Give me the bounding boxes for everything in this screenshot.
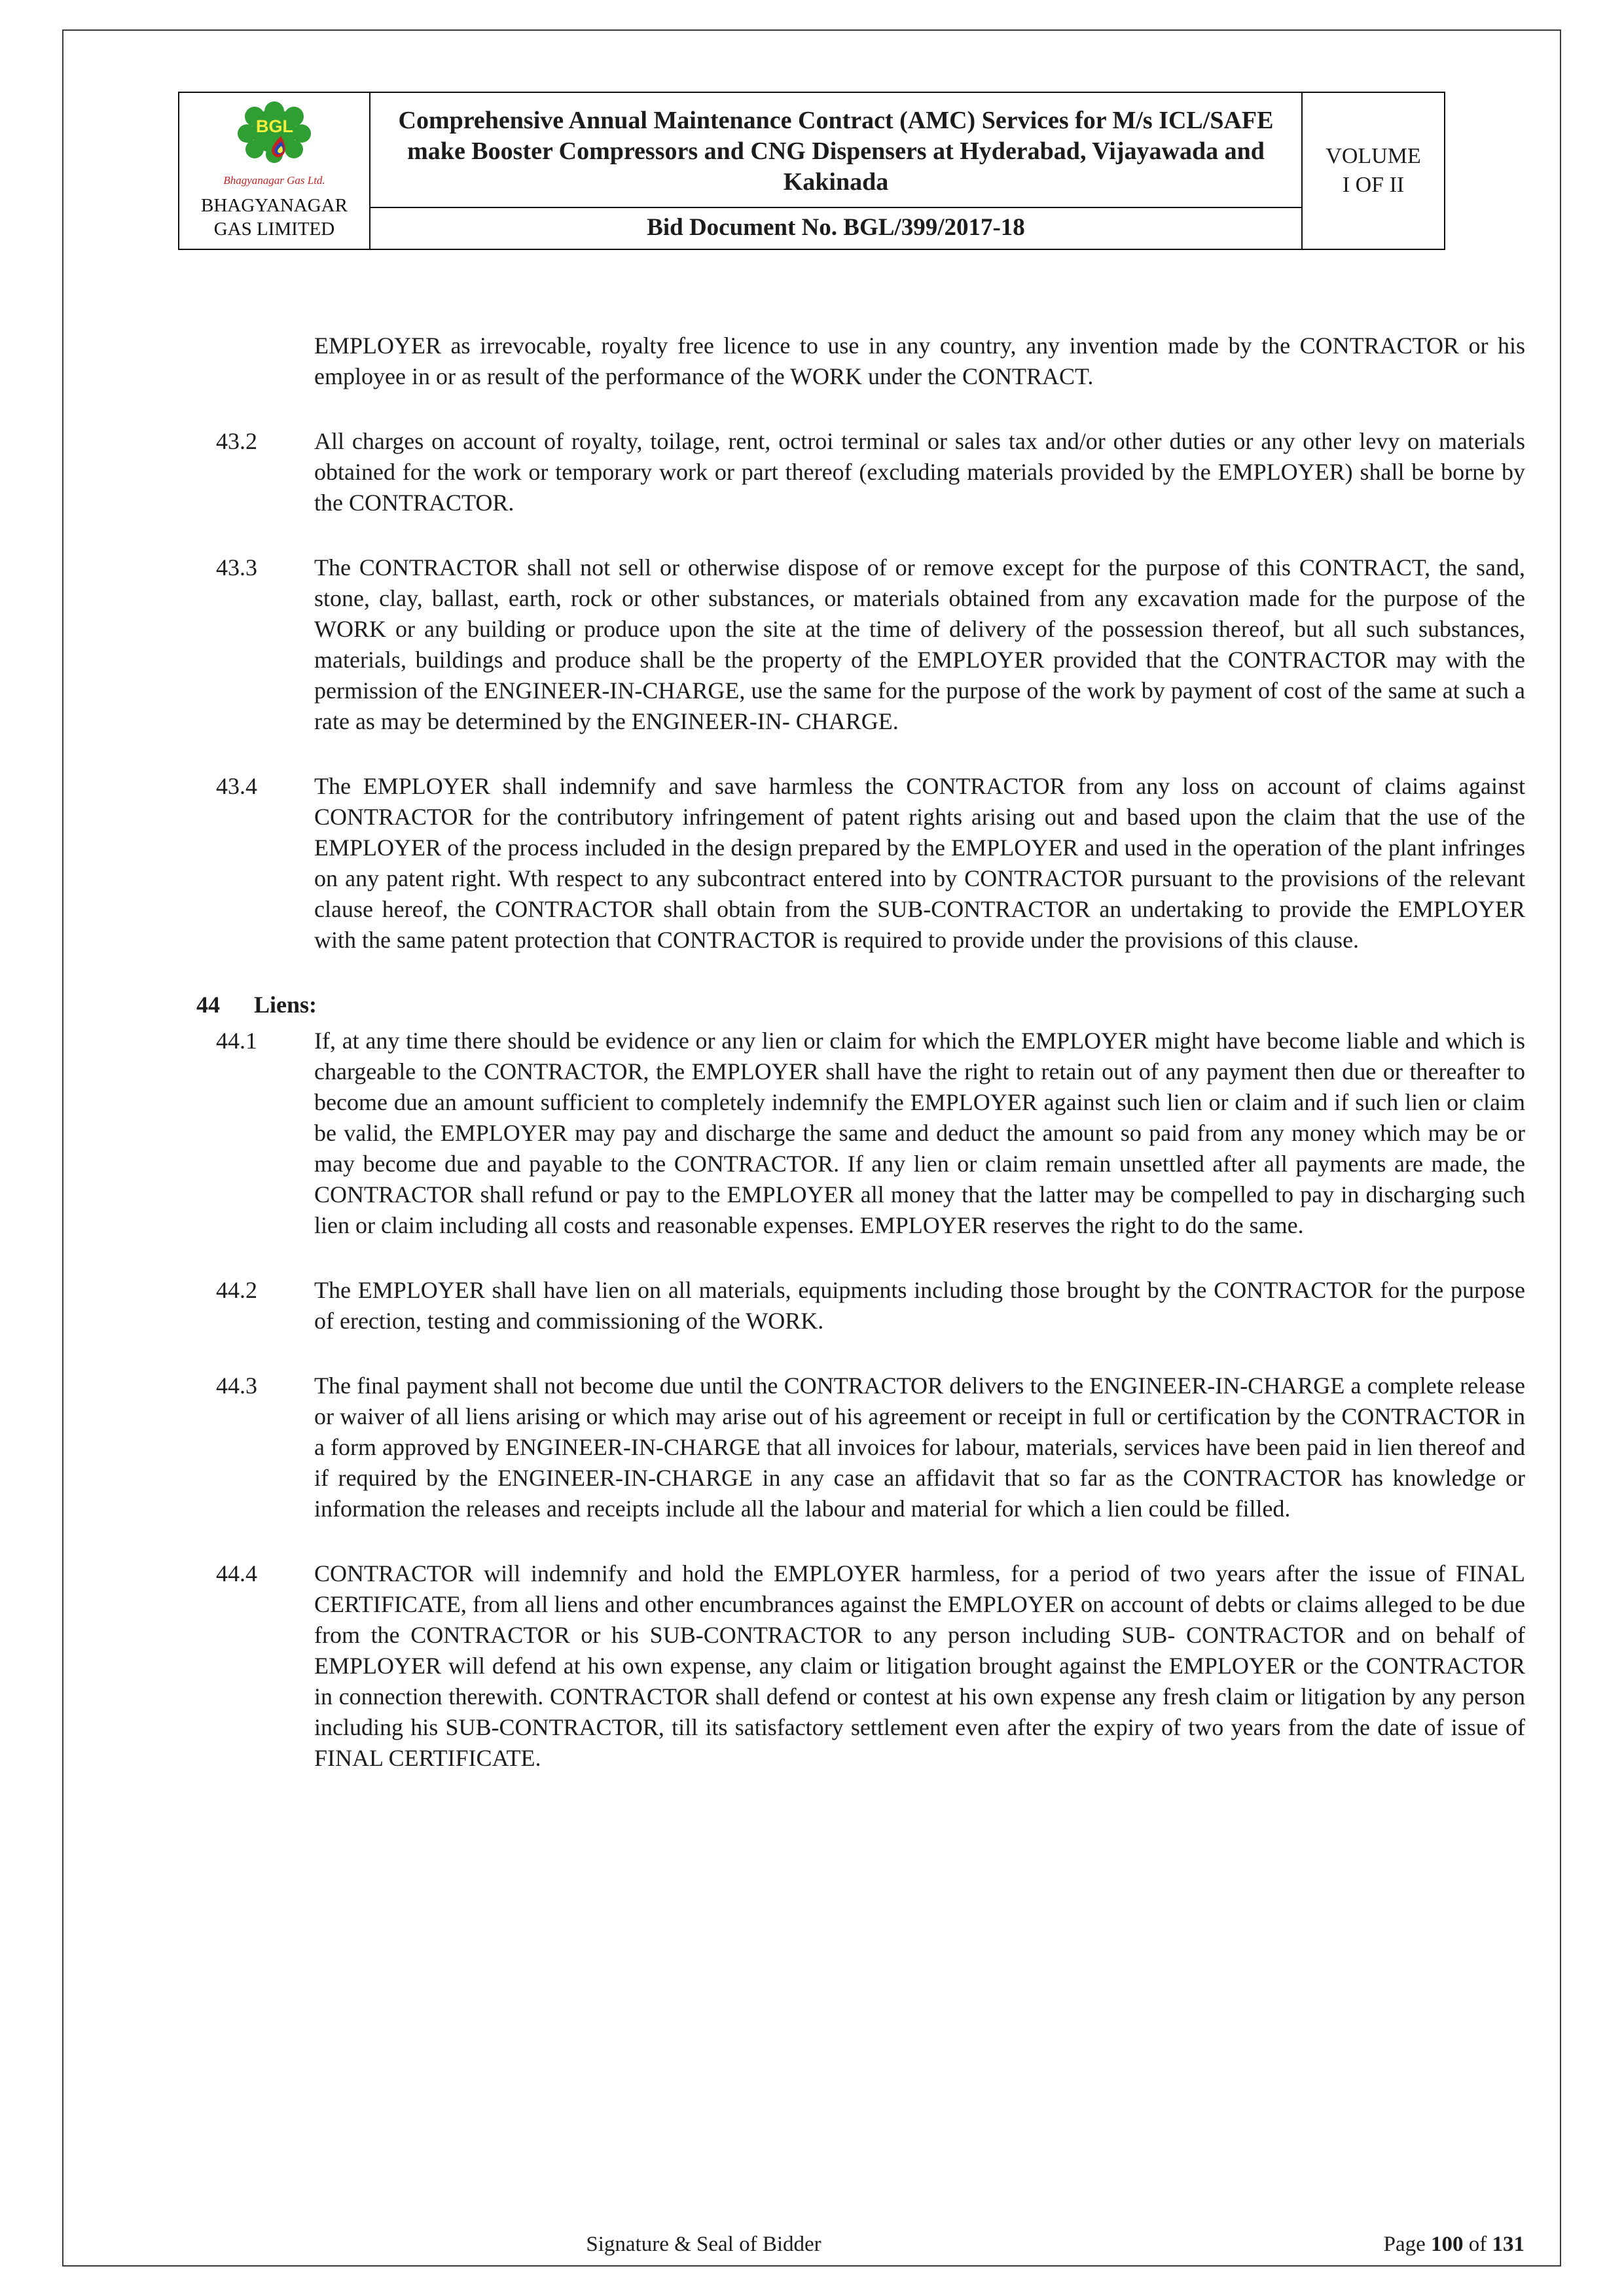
page-current: 100 (1431, 2233, 1464, 2256)
clause-44-1 (216, 1026, 1525, 1241)
section-heading-44 (196, 990, 1525, 1020)
logo-ribbon-text: Bhagyanagar Gas Ltd. (223, 174, 325, 187)
clause-text: The final payment shall not become due until the CONTRACTOR delivers to the ENGINEER-IN-CHARGE a complete release or waiver of all liens arising or which may arise out of his agreement or receipt in full or certification by the CONTRACTOR in a form approved by ENGINEER-IN-CHARGE that all invoices for labour, materials, services have been paid in lien thereof and if required by the ENGINEER-IN-CHARGE in any case an affidavit that so far as the CONTRACTOR has knowledge or information the releases and receipts include all the labour and material for which a lien could be filled. (314, 1372, 1525, 1522)
logo-cell (179, 93, 370, 249)
title-cell (370, 93, 1301, 249)
company-name (201, 194, 348, 241)
clause-44-4 (216, 1558, 1525, 1774)
clause-text: The CONTRACTOR shall not sell or otherwise dispose of or remove except for the purpose of this CONTRACT, the sand, stone, clay, ballast, earth, rock or other substances, or materials obtained from any excavation made for the purpose of the WORK or any building or produce upon the site at the time of delivery of the possession thereof, but all such substances, materials, buildings and produce shall be the property of the EMPLOYER provided that the CONTRACTOR may with the permission of the ENGINEER-IN-CHARGE, use the same for the purpose of the work by payment of cost of the same at such a rate as may be determined by the ENGINEER-IN- CHARGE. (314, 554, 1525, 734)
clause-text: If, at any time there should be evidence or any lien or claim for which the EMPLOYER might have become liable and which is chargeable to the CONTRACTOR, the EMPLOYER shall have the right to retain out of any payment then due or thereafter to become due an amount sufficient to completely indemnify the EMPLOYER against such lien or claim and if such lien or claim be valid, the EMPLOYER may pay and discharge the same and deduct the amount so paid from any money which may be or may become due and payable to the CONTRACTOR. If any lien or claim remain unsettled after all payments are made, the CONTRACTOR shall refund or pay to the EMPLOYER all money that the latter may be compelled to pay in discharging such lien or claim including all costs and reasonable expenses. EMPLOYER reserves the right to do the same. (314, 1028, 1525, 1238)
volume-cell (1301, 93, 1444, 249)
section-number: 44 (196, 992, 220, 1018)
clause-44-3 (216, 1371, 1525, 1524)
clause-number: 44.2 (216, 1277, 257, 1303)
clause-text: All charges on account of royalty, toilage, rent, octroi terminal or sales tax and/or other duties or any other levy on materials obtained for the work or temporary work or part thereof (excluding materials provided by the EMPLOYER) shall be borne by the CONTRACTOR. (314, 428, 1525, 516)
company-logo-icon (217, 99, 332, 177)
document-body (196, 331, 1525, 1774)
page-word: Page (1383, 2233, 1426, 2256)
of-word: of (1468, 2233, 1487, 2256)
clause-number: 43.3 (216, 554, 257, 581)
clause-text: CONTRACTOR will indemnify and hold the EMPLOYER harmless, for a period of two years after the issue of FINAL CERTIFICATE, from all liens and other encumbrances against the EMPLOYER on account of debts or claims alleged to be due from the CONTRACTOR or his SUB-CONTRACTOR to any person including SUB- CONTRACTOR and on behalf of EMPLOYER will defend at his own expense, any claim or litigation brought against the EMPLOYER or the CONTRACTOR in connection therewith. CONTRACTOR shall defend or contest at his own expense any fresh claim or litigation by any person including his SUB-CONTRACTOR, till its satisfactory settlement even after the expiry of two years from the date of issue of FINAL CERTIFICATE. (314, 1560, 1525, 1771)
volume-line2: I OF II (1342, 173, 1405, 197)
page-number (1384, 2229, 1525, 2259)
page-total: 131 (1492, 2233, 1525, 2256)
document-header (178, 92, 1445, 250)
section-title: Liens: (254, 992, 317, 1018)
clause-number: 44.3 (216, 1372, 257, 1399)
volume-line1: VOLUME (1326, 144, 1421, 168)
clause-number: 44.4 (216, 1560, 257, 1587)
clause-43-4 (216, 771, 1525, 956)
page-footer (62, 2229, 1561, 2263)
clause-number: 44.1 (216, 1028, 257, 1054)
clause-text: The EMPLOYER shall indemnify and save harmless the CONTRACTOR from any loss on account of claims against CONTRACTOR for the contributory infringement of patent rights arising out and based upon the claim that the use of the EMPLOYER of the process included in the design prepared by the EMPLOYER and used in the operation of the plant infringes on any patent right. Wth respect to any subcontract entered into by CONTRACTOR pursuant to the provisions of the relevant clause hereof, the CONTRACTOR shall obtain from the SUB-CONTRACTOR an undertaking to provide the EMPLOYER with the same patent protection that CONTRACTOR is required to provide under the provisions of this clause. (314, 773, 1525, 953)
clause-number: 43.4 (216, 773, 257, 799)
clause-43-2 (216, 426, 1525, 518)
document-title: Comprehensive Annual Maintenance Contract (AMC) Services for M/s ICL/SAFE make Booster Compressors and CNG Dispensers at Hyderabad, Vijayawada and Kakinada (398, 106, 1274, 196)
clause-43-3 (216, 552, 1525, 737)
clause-text: The EMPLOYER shall have lien on all materials, equipments including those brought by the CONTRACTOR for the purpose of erection, testing and commissioning of the WORK. (314, 1277, 1525, 1334)
company-name-line2: GAS LIMITED (213, 219, 335, 240)
clause-44-2 (216, 1275, 1525, 1336)
bid-document-number: Bid Document No. BGL/399/2017-18 (370, 207, 1301, 249)
intro-paragraph: EMPLOYER as irrevocable, royalty free licence to use in any country, any invention made by the CONTRACTOR or his employee in or as result of the performance of the WORK under the CONTRACT. (314, 332, 1525, 389)
svg-text:BGL: BGL (256, 117, 293, 136)
company-name-line1: BHAGYANAGAR (201, 195, 348, 216)
signature-seal-label: Signature & Seal of Bidder (586, 2233, 821, 2256)
clause-number: 43.2 (216, 428, 257, 454)
